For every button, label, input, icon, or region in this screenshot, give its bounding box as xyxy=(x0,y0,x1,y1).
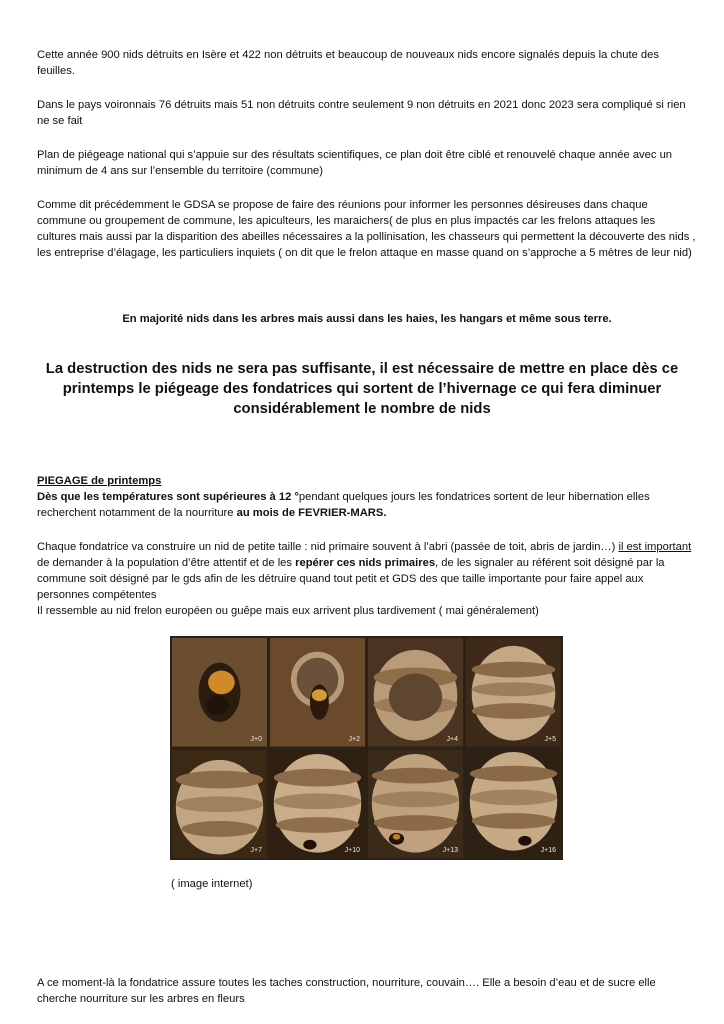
resemblance-text: Il ressemble au nid frelon européen ou guêpe mais eux arrivent plus tardivement ( mai généralement) xyxy=(37,605,539,617)
paragraph-primary-nest xyxy=(37,539,697,619)
temperature-text: Dès que les températures sont supérieures à 12 ° xyxy=(37,491,299,503)
photo-j13 xyxy=(368,750,463,859)
photo-j0 xyxy=(172,638,267,747)
photo-label: J+4 xyxy=(446,735,458,743)
hibernation-text: pendant quelques jours les fondatrices sortent de leur hibernation elles recherchent notamment de la nourriture xyxy=(37,491,650,519)
photo-label: J+7 xyxy=(250,847,262,854)
photo-label: J+16 xyxy=(540,847,556,854)
nest-growth-photo-grid xyxy=(170,636,563,860)
section-spring-trapping xyxy=(37,473,697,521)
photo-j4 xyxy=(368,638,463,747)
photo-j10 xyxy=(270,750,365,859)
primary-nest-bold: repérer ces nids primaires xyxy=(295,557,436,569)
photo-label: J+10 xyxy=(344,847,360,854)
image-caption: ( image internet) xyxy=(171,878,253,890)
photo-j16 xyxy=(466,750,561,859)
month-text: au mois de FEVRIER-MARS. xyxy=(236,507,387,519)
primary-nest-text-b: de demander à la population d’être attentif et de les xyxy=(37,557,296,569)
primary-nest-text-c: , de les signaler au référent soit désigné par la commune soit désigné par le gds afin de les détruire quand tout petit et GDS des que taille importante pour faire appel aux personnes compétentes xyxy=(37,557,665,601)
paragraph-pays-voironnais: Dans le pays voironnais 76 détruits mais 51 non détruits contre seulement 9 non détruits en 2021 donc 2023 sera compliqué si rien ne se fait xyxy=(37,99,686,127)
paragraph-nest-stats-isere: Cette année 900 nids détruits en Isère et 422 non détruits et beaucoup de nouveaux nids encore signalés depuis la chute des feuilles. xyxy=(37,49,659,77)
photo-label: J+0 xyxy=(250,735,262,743)
primary-nest-important: il est important xyxy=(618,541,692,553)
paragraph-national-plan: Plan de piégeage national qui s’appuie sur des résultats scientifiques, ce plan doit être ciblé et renouvelé chaque année avec un minimum de 4 ans sur l’ensemble du territoire (commune) xyxy=(37,149,673,177)
primary-nest-text-a: Chaque fondatrice va construire un nid de petite taille : nid primaire souvent à l’abri (passée de toit, abris de jardin…) xyxy=(37,541,619,553)
photo-label: J+2 xyxy=(348,735,360,743)
section-title: PIEGAGE de printemps xyxy=(37,475,162,487)
photo-label: J+13 xyxy=(442,847,458,854)
paragraph-nest-locations: En majorité nids dans les arbres mais aussi dans les haies, les hangars et même sous terre. xyxy=(122,313,612,325)
photo-label: J+5 xyxy=(544,735,556,743)
photo-j2 xyxy=(270,638,365,747)
headline-destruction-not-enough: La destruction des nids ne sera pas suffisante, il est nécessaire de mettre en place dès ce printemps le piégeage des fondatrices qui sortent de l’hivernage ce qui fera diminuer considérablement le nombre de nids xyxy=(45,361,679,417)
paragraph-gdsa-meetings: Comme dit précédemment le GDSA se propose de faire des réunions pour informer les personnes désireuses dans chaque commune ou groupement de commune, les apiculteurs, les maraichers( de plus en plus impactés car les frelons attaques les cultures mais aussi par la disparition des abeilles nécessaires a la pollinisation, les chasseurs qui permettent la découverte des nids , les entreprise d’élagage, les particuliers inquiets ( on dit que le frelon attaque en masse quand on s’approche a 5 mètres de leur nid) xyxy=(37,199,696,259)
photo-j7 xyxy=(172,750,267,859)
paragraph-fondatrice-tasks: A ce moment-là la fondatrice assure toutes les taches construction, nourriture, couvain…. Elle a besoin d’eau et de sucre elle cherche nourriture sur les arbres en fleurs xyxy=(37,977,656,1005)
photo-j5 xyxy=(466,638,561,747)
